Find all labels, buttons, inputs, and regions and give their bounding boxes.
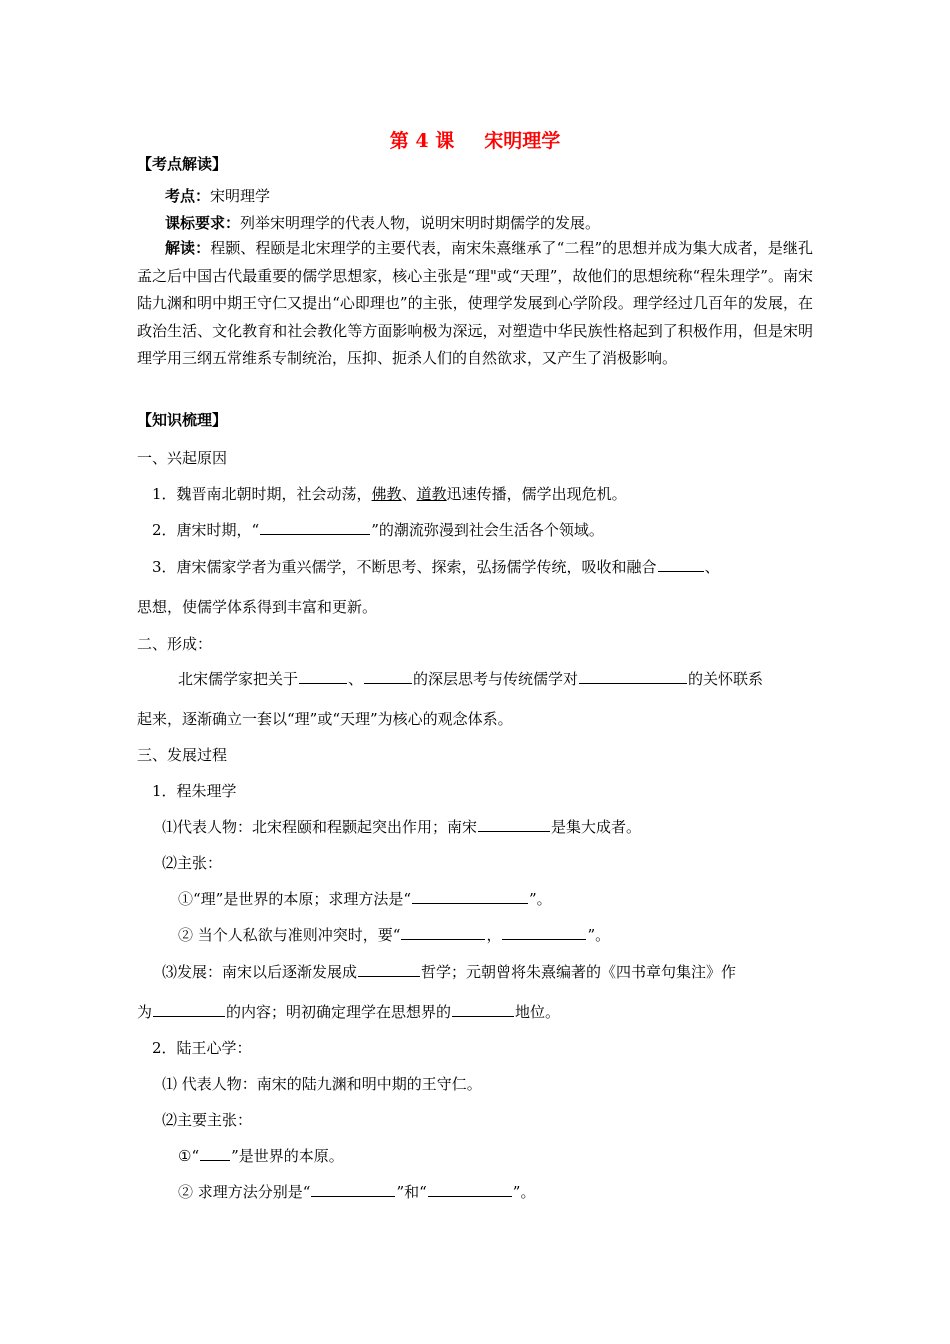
luwang-heading: 2．陆王心学： [152, 1039, 252, 1057]
s1-item-3-cont: 思想，使儒学体系得到丰富和更新。 [137, 598, 378, 616]
section-2-heading: 二、形成： [137, 635, 213, 653]
s2-paragraph-line-2: 起来，逐渐确立一套以“理”或“天理”为核心的观念体系。 [137, 710, 513, 728]
text: ①“ [178, 1147, 200, 1165]
text: 为 [137, 1003, 153, 1021]
s1-item-2-rest: ”的潮流弥漫到社会生活各个领域。 [371, 521, 604, 539]
luwang-representatives: ⑴ 代表人物：南宋的陆九渊和明中期的王守仁。 [162, 1075, 482, 1093]
text: 是集大成者。 [551, 818, 642, 836]
s1-item-2-text: 2．唐宋时期，“ [152, 521, 260, 539]
text: ② 求理方法分别是“ [178, 1183, 311, 1201]
section-1-heading: 一、兴起原因 [137, 449, 228, 467]
lesson-number: 第 4 课 [389, 130, 455, 152]
chengzhu-development-cont [137, 1001, 560, 1022]
s1-item-3-text: 3．唐宋儒家学者为重兴儒学，不断思考、探索，弘扬儒学传统，吸收和融合 [152, 558, 657, 576]
text: ⑶发展：南宋以后逐渐发展成 [162, 963, 358, 981]
s2-sep: 、 [348, 670, 364, 688]
kaodian-header: 【考点解读】 [137, 155, 228, 173]
fill-blank[interactable] [502, 924, 586, 940]
kaodian-value: 宋明理学 [210, 187, 271, 205]
s2-paragraph-line-1 [178, 668, 763, 689]
page-title [0, 126, 950, 153]
chengzhu-claim-2 [178, 924, 610, 945]
section-3-heading: 三、发展过程 [137, 746, 228, 764]
fill-blank[interactable] [200, 1145, 230, 1161]
kebiao-value: 列举宋明理学的代表人物，说明宋明时期儒学的发展。 [240, 214, 601, 232]
fill-blank[interactable] [428, 1181, 512, 1197]
fill-blank[interactable] [452, 1001, 514, 1017]
text: ② 当个人私欲与准则冲突时，要“ [178, 926, 401, 944]
lesson-name: 宋明理学 [484, 130, 561, 152]
s2-text: 北宋儒学家把关于 [178, 670, 299, 688]
jiedu-label: 解读： [165, 239, 211, 257]
text: ①“理”是世界的本原；求理方法是“ [178, 890, 412, 908]
text: 的内容；明初确定理学在思想界的 [226, 1003, 452, 1021]
text: ， [486, 926, 502, 944]
s1-item-1-sep: 、 [401, 485, 417, 503]
text: ⑴代表人物：北宋程颐和程颢起突出作用；南宋 [162, 818, 478, 836]
chengzhu-representatives [162, 816, 641, 837]
fill-blank[interactable] [478, 816, 550, 832]
chengzhu-claims-heading: ⑵主张： [162, 854, 223, 872]
kaodian-line [165, 185, 270, 206]
fill-blank[interactable] [311, 1181, 395, 1197]
text: 哲学；元朝曾将朱熹编著的《四书章句集注》作 [421, 963, 737, 981]
fill-blank[interactable] [299, 668, 347, 684]
jiedu-text: 程颢、程颐是北宋理学的主要代表，南宋朱熹继承了“二程”的思想并成为集大成者，是继孔孟之后中国古代最重要的儒学思想家，核心主张是“理"或“天理”，故他们的思想统称“程朱理学”。南宋陆九渊和明中期王守仁又提出“心即理也”的主张，使理学发展到心学阶段。理学经过几百年的发展，在政治生活、文化教育和社会教化等方面影响极为深远，对塑造中华民族性格起到了积极作用，但是宋明理学用三纲五常维系专制统治，压抑、扼杀人们的自然欲求，又产生了消极影响。 [137, 239, 813, 367]
text: ”。 [587, 926, 611, 944]
fill-blank[interactable] [658, 556, 704, 572]
text: ”。 [529, 890, 552, 908]
luwang-claims-heading: ⑵主要主张： [162, 1111, 253, 1129]
fojiao-term: 佛教 [371, 485, 402, 503]
fill-blank[interactable] [401, 924, 485, 940]
chengzhu-heading: 1．程朱理学 [152, 782, 237, 800]
s1-item-1 [152, 483, 627, 504]
jiedu-paragraph [137, 235, 813, 373]
fill-blank[interactable] [412, 888, 528, 904]
s2-text: 的深层思考与传统儒学对 [413, 670, 579, 688]
chengzhu-claim-1 [178, 888, 552, 909]
s1-item-3-sep: 、 [704, 558, 720, 576]
luwang-claim-1 [178, 1145, 344, 1166]
text: ”和“ [396, 1183, 427, 1201]
fill-blank[interactable] [260, 519, 370, 535]
text: 地位。 [515, 1003, 561, 1021]
s1-item-2 [152, 519, 604, 540]
s1-item-1-text: 1．魏晋南北朝时期，社会动荡， [152, 485, 372, 503]
fill-blank[interactable] [579, 668, 687, 684]
text: ”。 [512, 1183, 536, 1201]
text: ”是世界的本原。 [231, 1147, 344, 1165]
chengzhu-development [162, 961, 736, 982]
kaodian-label: 考点： [165, 187, 211, 205]
fill-blank[interactable] [358, 961, 420, 977]
kebiao-label: 课标要求： [165, 214, 241, 232]
zhishi-header: 【知识梳理】 [137, 411, 228, 429]
fill-blank[interactable] [364, 668, 412, 684]
daojiao-term: 道教 [416, 485, 447, 503]
kebiao-line [165, 212, 600, 233]
s1-item-3 [152, 556, 720, 577]
fill-blank[interactable] [153, 1001, 225, 1017]
s1-item-1-rest: 迅速传播，儒学出现危机。 [446, 485, 627, 503]
s2-text: 的关怀联系 [688, 670, 764, 688]
luwang-claim-2 [178, 1181, 535, 1202]
